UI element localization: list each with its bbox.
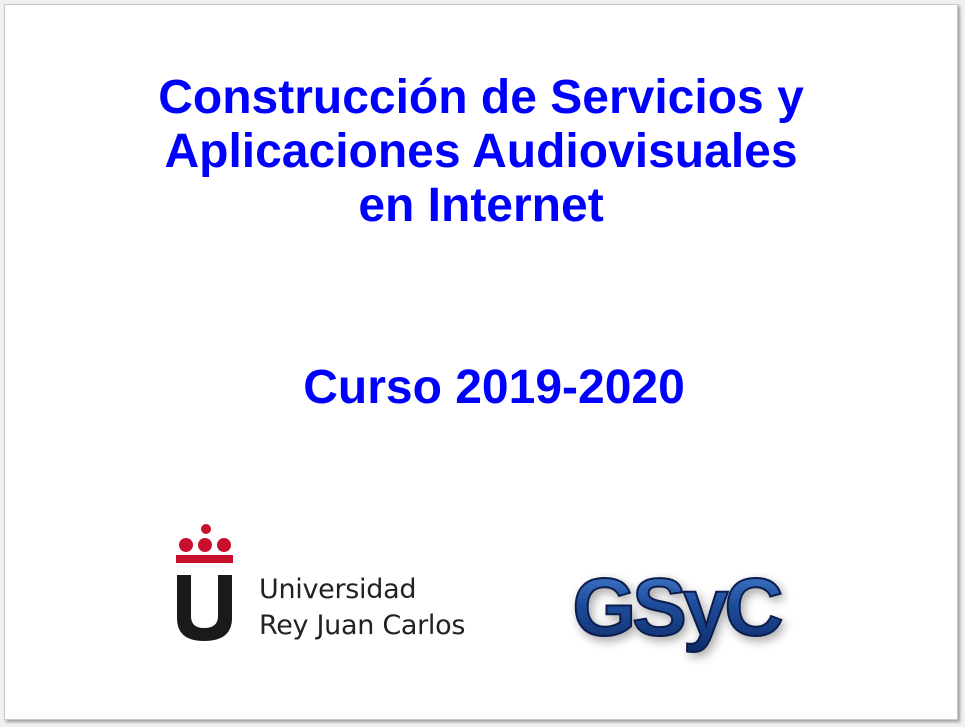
title-line-1: Construcción de Servicios y: [158, 71, 804, 124]
title-line-3: en Internet: [358, 179, 604, 232]
slide-title: [5, 71, 957, 233]
urjc-line-2: Rey Juan Carlos: [259, 610, 466, 641]
slide-subtitle: Curso 2019-2020: [303, 361, 685, 414]
title-line-2: Aplicaciones Audiovisuales: [164, 125, 798, 178]
gsyc-logo-text: GSyC: [572, 562, 780, 653]
urjc-logo: [171, 520, 491, 645]
gsyc-logo: [545, 545, 807, 667]
urjc-emblem-icon: [171, 520, 261, 645]
gsyc-logo-icon: [545, 545, 807, 667]
urjc-wordmark: [259, 572, 465, 644]
urjc-line-1: Universidad: [259, 574, 417, 605]
presentation-slide: [4, 4, 958, 720]
